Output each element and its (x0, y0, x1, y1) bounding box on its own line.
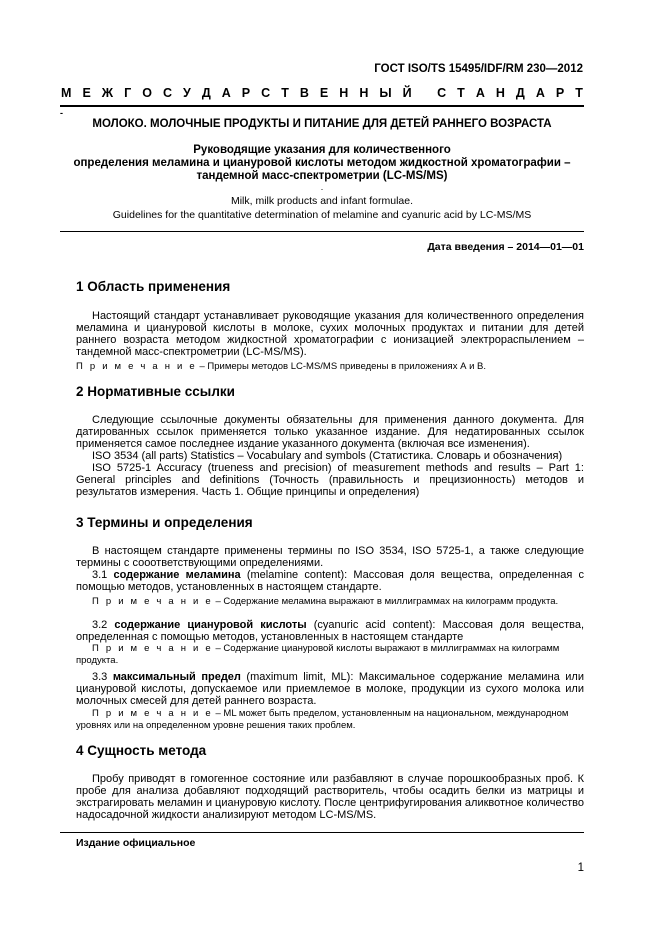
banner-letter: Т (575, 86, 583, 100)
subtitle-line: определения меламина и циануровой кислоты методом жидкостной хроматографии – (73, 157, 571, 169)
banner-letter: Т (281, 86, 289, 100)
banner-letter: А (221, 86, 231, 100)
effective-date (427, 241, 584, 253)
banner-letter: Н (339, 86, 349, 100)
date-value: – 2014—01—01 (507, 241, 584, 253)
section-paragraph (76, 545, 584, 593)
term-definition (76, 671, 584, 707)
note (76, 708, 584, 732)
banner-letter (423, 86, 426, 100)
reference-item: ISO 3534 (all parts) Statistics – Vocabulary and symbols (Статистика. Словарь и обозначения) (92, 450, 563, 462)
banner-letter: Р (555, 86, 565, 100)
term-name: содержание меламина (113, 569, 241, 581)
banner-letter: А (475, 86, 485, 100)
section-heading: 3 Термины и определения (76, 515, 253, 530)
term-text: (melamine content): Массовая доля вещества, определенная с помощью методов, установленных в настоящем стандарте. (76, 569, 584, 593)
document-title: МОЛОКО. МОЛОЧНЫЕ ПРОДУКТЫ И ПИТАНИЕ ДЛЯ ДЕТЕЙ РАННЕГО ВОЗРАСТА (92, 118, 552, 130)
note-text: – Примеры методов LC-MS/MS приведены в приложениях А и В. (199, 361, 486, 372)
banner-letter: А (535, 86, 545, 100)
term-definition (76, 619, 584, 643)
section-paragraph (76, 414, 584, 498)
document-subtitle (60, 144, 584, 183)
note-text: – Содержание меламина выражают в миллиграммах на килограмм продукта. (215, 596, 559, 607)
header-dash: - (60, 108, 63, 118)
banner-letter: Р (241, 86, 251, 100)
edition-label: Издание официальное (76, 837, 196, 849)
note-text: – ML может быть пределом, установленным на национальном, международном уровнях или на определенном уровне решения таких проблем. (76, 708, 569, 731)
note-label: П р и м е ч а н и е (92, 596, 213, 607)
banner-letter: Ж (101, 86, 114, 100)
term-number: 3.2 (92, 619, 108, 631)
banner-letter: Е (82, 86, 91, 100)
reference-item: ISO 5725-1 Accuracy (trueness and precision) of measurement methods and results – Part 1: General principles and definitions (Точность (правильность и прецизионность) методов и результатов измерения. Часть 1. Общие принципы и определения) (76, 462, 584, 498)
section-paragraph (76, 310, 584, 358)
banner-letter: Й (402, 86, 412, 100)
banner-letter: Д (515, 86, 525, 100)
banner-letter: Т (457, 86, 465, 100)
term-number: 3.3 (92, 671, 108, 683)
banner-letter: Г (124, 86, 132, 100)
separator-dot: . (320, 182, 324, 192)
subtitle-line: тандемной масс-спектрометрии (LC-MS/MS) (196, 170, 448, 182)
term-name: содержание циануровой кислоты (114, 619, 307, 631)
date-label: Дата введения (427, 241, 505, 253)
term-text: (cyanuric acid content): Массовая доля вещества, определенная с помощью методов, установленных в настоящем стандарте (76, 619, 585, 643)
banner-letter: О (142, 86, 152, 100)
header-rule (60, 105, 584, 107)
note-label: П р и м е ч а н и е (76, 361, 197, 372)
section-paragraph (76, 671, 584, 707)
banner-letter: Д (201, 86, 211, 100)
title-rule (60, 231, 584, 232)
paragraph-text: Пробу приводят в гомогенное состояние или разбавляют в случае порошкообразных проб. К пробе для анализа добавляют подходящий растворитель, чтобы осадить белки из матрицы и экстрагировать меламин и циануровую кислоту. После центрифугирования аликвотное количество надосадочной жидкости анализируют методом LC-MS/MS. (76, 773, 584, 821)
note (76, 596, 584, 608)
banner-letter: Ы (379, 86, 392, 100)
section-heading: 2 Нормативные ссылки (76, 384, 235, 399)
paragraph-text: В настоящем стандарте применены термины по ISO 3534, ISO 5725-1, а также следующие термины с сооответствующими определениями. (76, 545, 584, 569)
english-title-line: Guidelines for the quantitative determination of melamine and cyanuric acid by LC-MS/MS (112, 209, 532, 221)
section-heading: 1 Область применения (76, 279, 231, 294)
banner-letter: С (162, 86, 173, 100)
footer-rule (60, 832, 584, 833)
term-name: максимальный предел (112, 671, 241, 683)
term-text: (maximum limit, ML): Максимальное содержание меламина или циануровой кислоты, допускаемое или приемлемое в молоке, продукции из сухого молока или молочных смесей для детей раннего возраста. (76, 671, 584, 707)
page-number: 1 (577, 862, 584, 874)
paragraph-text: Следующие ссылочные документы обязательны для применения данного документа. Для датированных ссылок применяется только указанное издание. Для недатированных ссылок применяется самое последнее издание указанного документа (включая все изменения). (76, 414, 584, 450)
section-heading: 4 Сущность метода (76, 743, 207, 758)
english-title-line: Milk, milk products and infant formulae. (230, 195, 414, 207)
note-label: П р и м е ч а н и е (92, 643, 213, 654)
banner-letter: В (299, 86, 309, 100)
standard-type-banner (61, 86, 583, 100)
document-code: ГОСТ ISO/TS 15495/IDF/RM 230—2012 (374, 63, 583, 75)
note-label: П р и м е ч а н и е (92, 708, 213, 719)
english-title (60, 194, 584, 222)
note (76, 361, 584, 373)
banner-letter: Н (359, 86, 369, 100)
section-paragraph (76, 773, 584, 821)
banner-letter: Н (495, 86, 505, 100)
term-definition (76, 569, 584, 593)
banner-letter: У (183, 86, 191, 100)
banner-letter: М (61, 86, 72, 100)
term-number: 3.1 (92, 569, 108, 581)
paragraph-text: Настоящий стандарт устанавливает руководящие указания для количественного определения меламина и циануровой кислоты в молоке, сухих молочных продуктах и питании для детей раннего возраста методом жидкостной хроматографии с ионизацией электрораспылением – тандемной масс-спектрометрии (LC-MS/MS). (76, 310, 584, 358)
subtitle-line: Руководящие указания для количественного (193, 144, 451, 156)
section-paragraph (76, 619, 584, 643)
note (76, 643, 584, 667)
banner-letter: С (261, 86, 271, 100)
banner-letter: Е (319, 86, 329, 100)
banner-letter: С (437, 86, 447, 100)
note-text: – Содержание циануровой кислоты выражают в миллиграммах на килограмм продукта. (76, 643, 560, 666)
